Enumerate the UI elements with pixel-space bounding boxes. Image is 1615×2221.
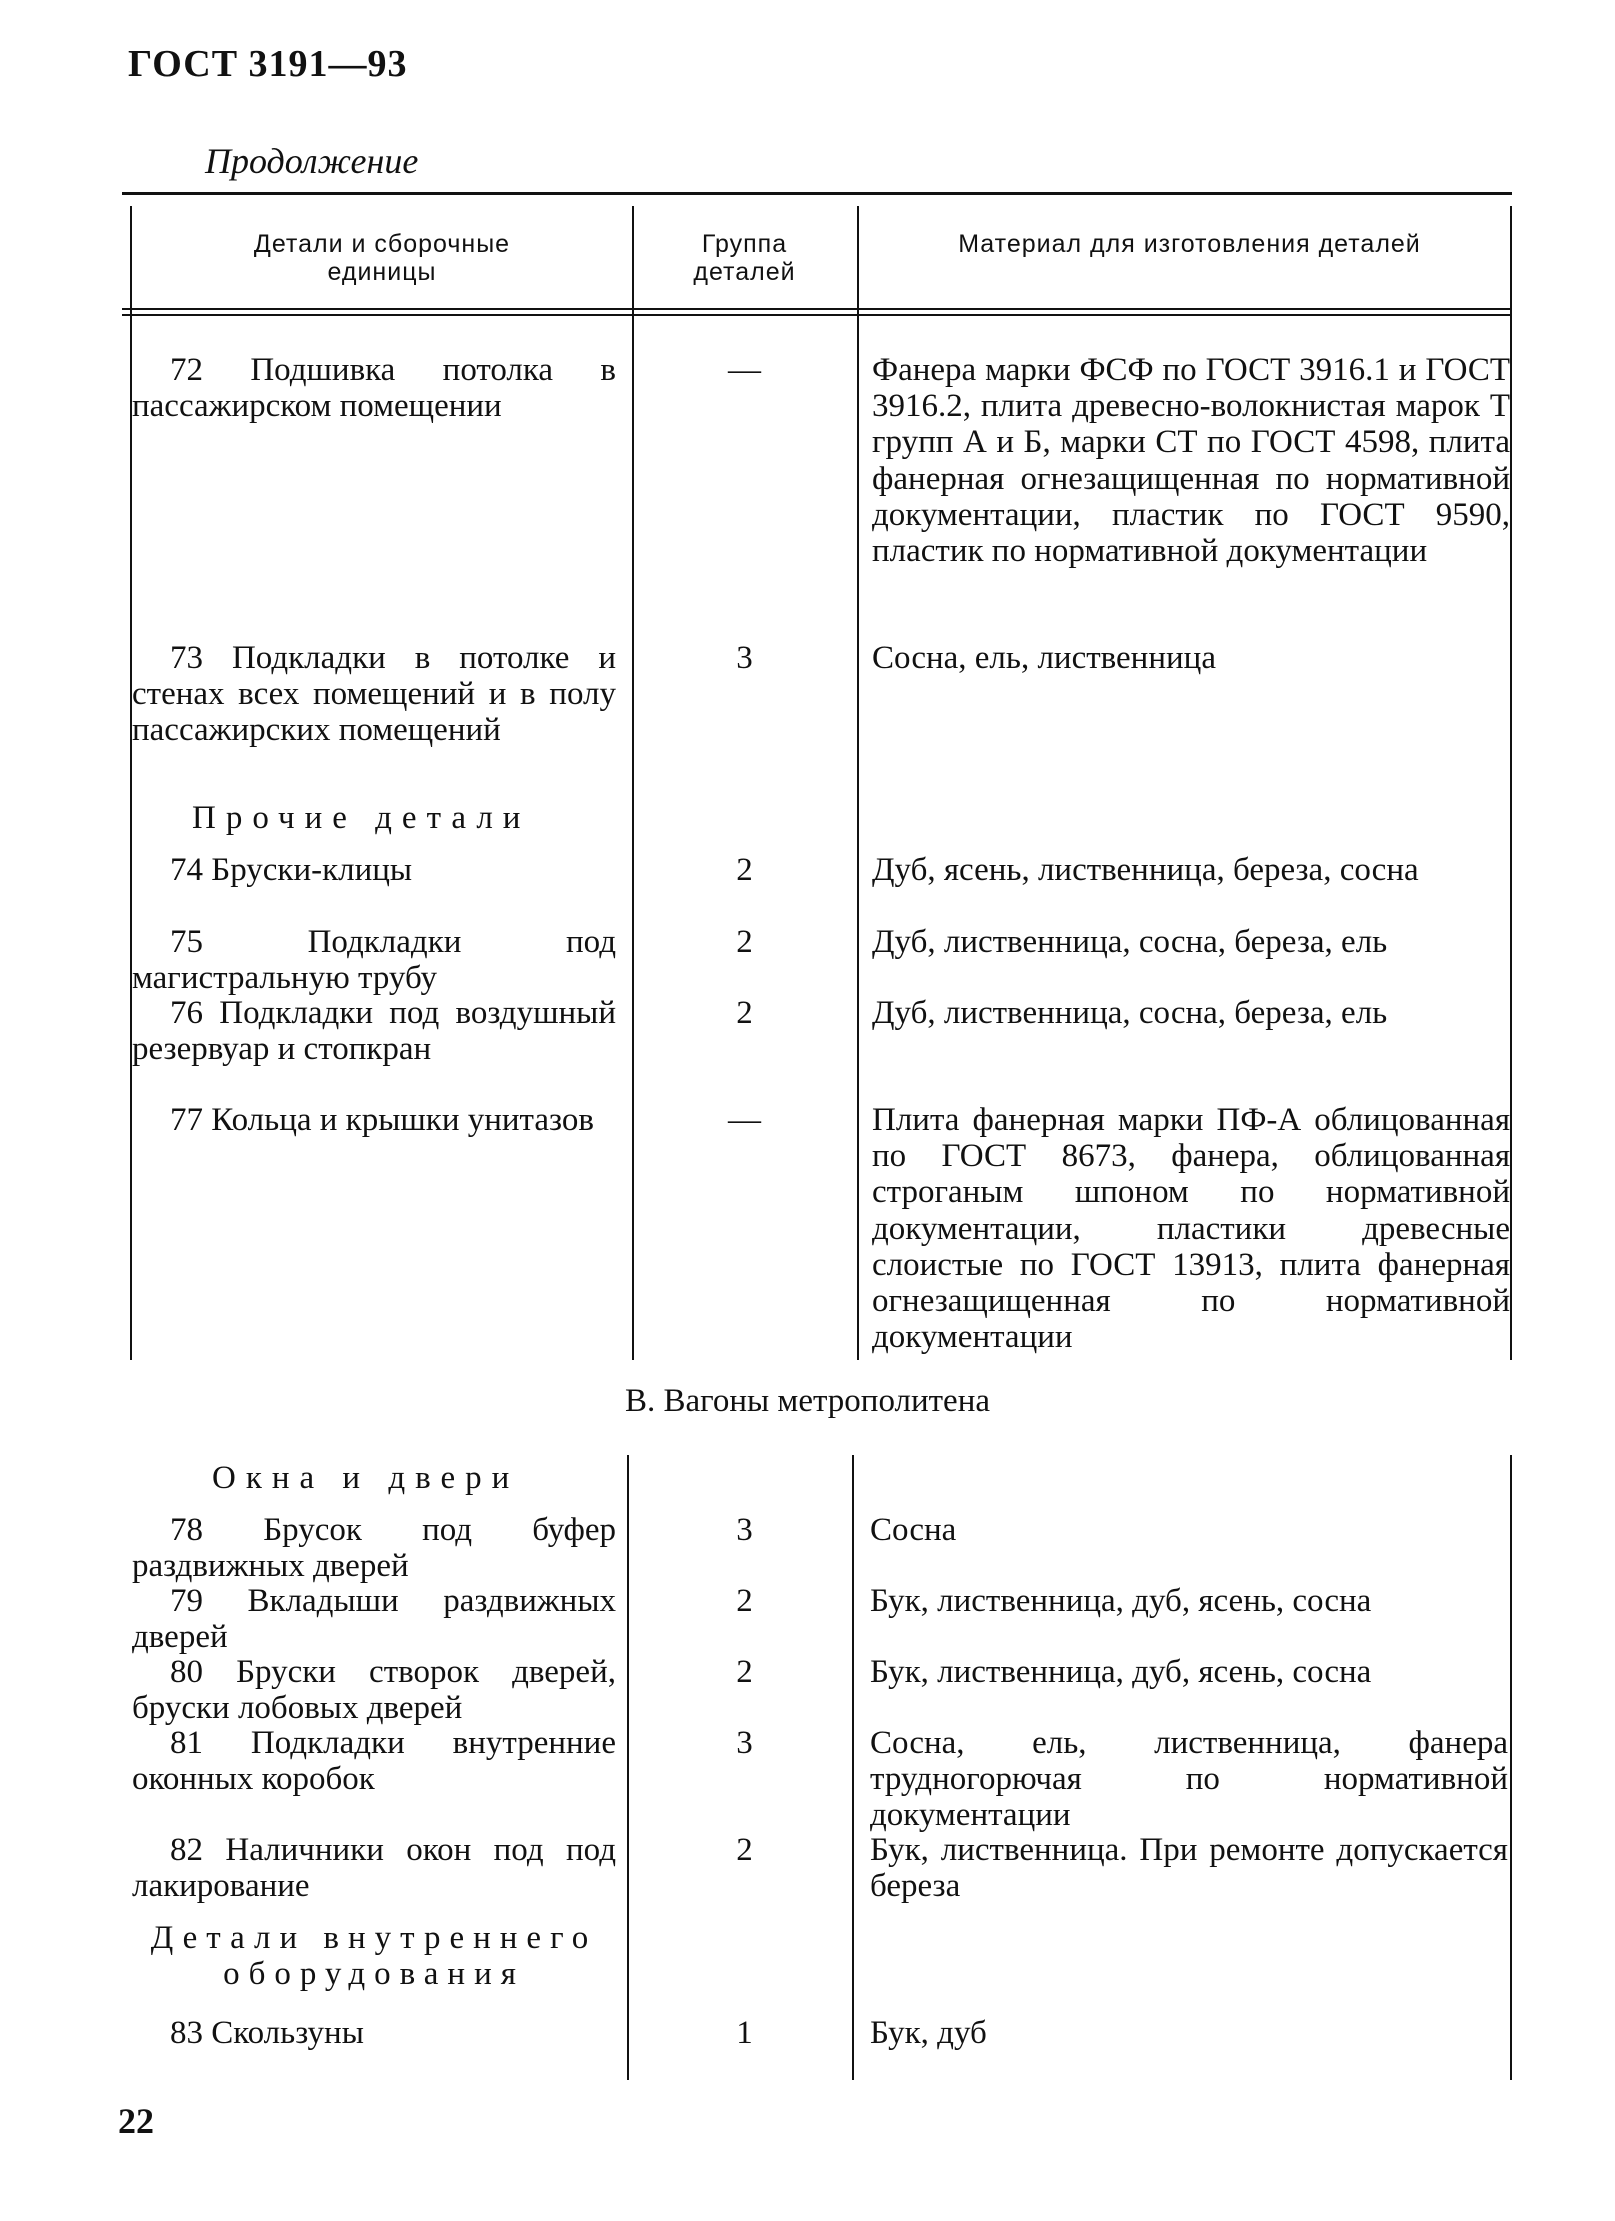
row-80-group: 2 xyxy=(736,1654,753,1690)
page-number: 22 xyxy=(118,2101,154,2141)
row-72-group: — xyxy=(728,352,761,388)
row-72-material: Фанера марки ФСФ по ГОСТ 3916.1 и ГОСТ 3916.2, плита древесно-волокнистая марок Т групп А и Б, марки СТ по ГОСТ 4598, плита фанерная огнезащищенная по нормативной документации, пластик по ГОСТ 9590, пластик по нормативной документации xyxy=(872,352,1510,570)
row-77-material: Плита фанерная марки ПФ-А облицованная по ГОСТ 8673, фанера, облицованная строганым шпоном по нормативной документации, пластики древесные слоистые по ГОСТ 13913, плита фанерная огнезащищенная по нормативной документации xyxy=(872,1102,1510,1356)
subhead-interior-equipment: Детали внутреннего оборудования xyxy=(150,1920,598,1992)
row-76-material: Дуб, лиственница, сосна, береза, ель xyxy=(872,995,1388,1031)
continuation-label: Продолжение xyxy=(205,141,419,181)
row-82-group: 2 xyxy=(736,1832,753,1868)
header-rule-2 xyxy=(122,314,1512,316)
row-75-group: 2 xyxy=(736,924,753,960)
col-divider-2 xyxy=(857,206,859,1360)
row-78-group: 3 xyxy=(736,1512,753,1548)
row-73-name: 73 Подкладки в потолке и стенах всех помещений и в полу пассажирских помещений xyxy=(132,640,616,749)
row-77-group: — xyxy=(728,1102,761,1138)
metro-col-divider-2 xyxy=(852,1455,854,2080)
table-right-border xyxy=(1510,206,1512,1360)
section-b-title: В. Вагоны метрополитена xyxy=(624,1383,991,1419)
row-77-name: 77 Кольца и крышки унитазов xyxy=(170,1102,594,1138)
document-code: ГОСТ 3191—93 xyxy=(128,43,408,85)
row-83-group: 1 xyxy=(736,2015,753,2051)
row-73-material: Сосна, ель, лиственница xyxy=(872,640,1216,676)
table-top-rule xyxy=(122,192,1512,195)
column-header-group: Группа деталей xyxy=(693,230,796,286)
row-80-name: 80 Бруски створок дверей, бруски лобовых дверей xyxy=(132,1654,616,1727)
row-83-material: Бук, дуб xyxy=(870,2015,987,2051)
row-74-group: 2 xyxy=(736,852,753,888)
row-74-name: 74 Бруски-клицы xyxy=(170,852,413,888)
subhead-other-details: Прочие детали xyxy=(192,800,531,836)
row-76-name: 76 Подкладки под воздушный резервуар и стопкран xyxy=(132,995,616,1068)
row-81-name: 81 Подкладки внутренние оконных коробок xyxy=(132,1725,616,1798)
column-header-material: Материал для изготовления деталей xyxy=(958,230,1421,258)
row-79-material: Бук, лиственница, дуб, ясень, сосна xyxy=(870,1583,1372,1619)
column-header-details: Детали и сборочные единицы xyxy=(253,230,511,286)
row-80-material: Бук, лиственница, дуб, ясень, сосна xyxy=(870,1654,1372,1690)
subhead-windows-doors: Окна и двери xyxy=(212,1460,520,1496)
row-81-material: Сосна, ель, лиственница, фанера трудногорючая по нормативной документации xyxy=(870,1725,1508,1834)
row-81-group: 3 xyxy=(736,1725,753,1761)
row-83-name: 83 Скользуны xyxy=(170,2015,364,2051)
row-75-material: Дуб, лиственница, сосна, береза, ель xyxy=(872,924,1388,960)
row-72-name: 72 Подшивка потолка в пассажирском помещении xyxy=(132,352,616,425)
row-73-group: 3 xyxy=(736,640,753,676)
row-76-group: 2 xyxy=(736,995,753,1031)
row-74-material: Дуб, ясень, лиственница, береза, сосна xyxy=(872,852,1419,888)
row-82-name: 82 Наличники окон под под лакирование xyxy=(132,1832,616,1905)
row-79-group: 2 xyxy=(736,1583,753,1619)
header-rule-1 xyxy=(122,308,1512,310)
row-78-name: 78 Брусок под буфер раздвижных дверей xyxy=(132,1512,616,1585)
col-divider-1 xyxy=(632,206,634,1360)
row-82-material: Бук, лиственница. При ремонте допускается береза xyxy=(870,1832,1508,1905)
row-79-name: 79 Вкладыши раздвижных дверей xyxy=(132,1583,616,1656)
metro-col-divider-1 xyxy=(627,1455,629,2080)
row-75-name: 75 Подкладки под магистральную трубу xyxy=(132,924,616,997)
metro-right-border xyxy=(1510,1455,1512,2080)
row-78-material: Сосна xyxy=(870,1512,957,1548)
